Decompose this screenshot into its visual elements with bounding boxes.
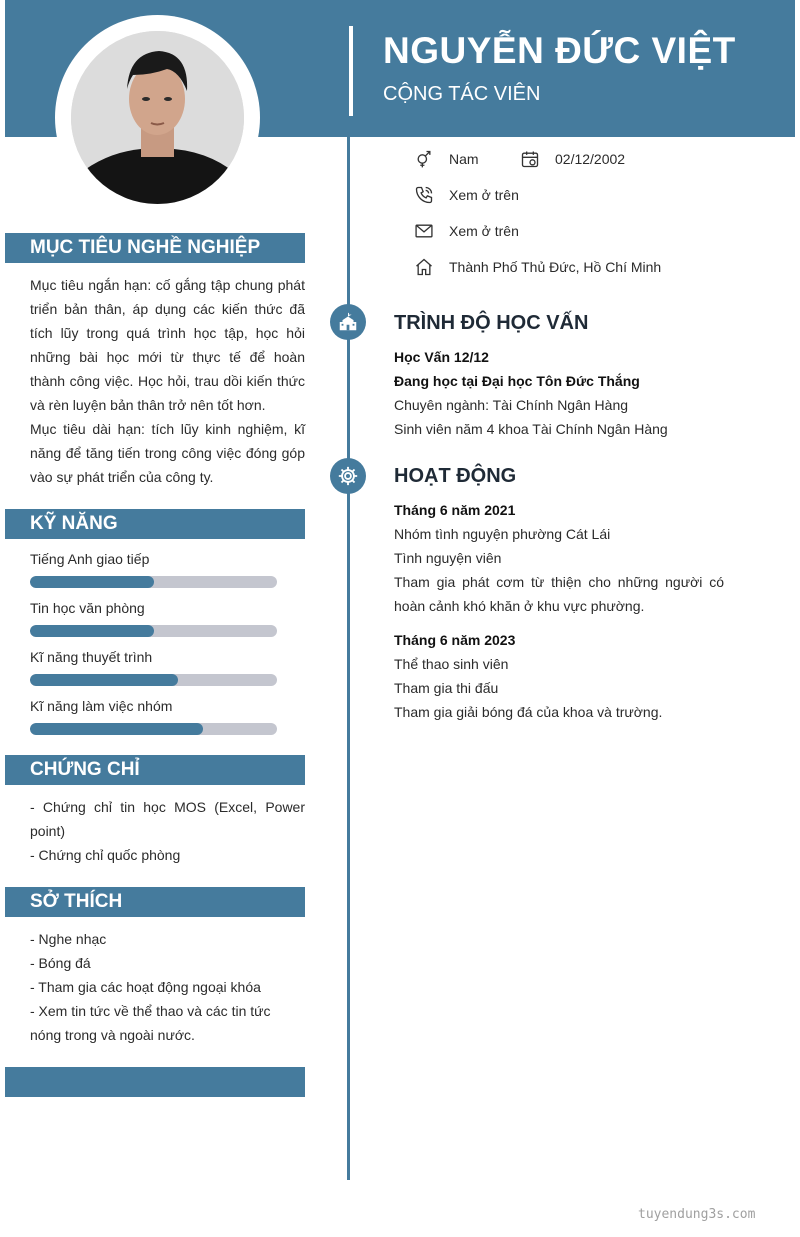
certificates-list <box>30 795 305 867</box>
objective-heading: MỤC TIÊU NGHỀ NGHIỆP <box>5 233 305 263</box>
email-text: Xem ở trên <box>449 223 519 239</box>
certificates-heading: CHỨNG CHỈ <box>5 755 305 785</box>
contact-gender <box>414 147 479 171</box>
gender-text: Nam <box>449 151 479 167</box>
skill-bar-track <box>30 674 277 686</box>
skills-heading: KỸ NĂNG <box>5 509 305 539</box>
gear-icon <box>337 465 359 487</box>
contact-phone <box>414 183 519 207</box>
education-heading: TRÌNH ĐỘ HỌC VẤN <box>394 312 589 334</box>
school-icon <box>337 311 359 333</box>
objective-text <box>30 273 305 489</box>
avatar <box>71 31 244 204</box>
activities-heading: HOẠT ĐỘNG <box>394 465 517 487</box>
watermark: tuyendung3s.com <box>638 1207 756 1222</box>
hobby-item: - Nghe nhạc <box>30 931 107 947</box>
skill-bar-fill <box>30 576 154 588</box>
contact-email <box>414 219 519 243</box>
skill-label: Tiếng Anh giao tiếp <box>30 551 150 567</box>
skill-label: Kĩ năng thuyết trình <box>30 649 153 665</box>
activity-desc: Tham gia giải bóng đá của khoa và trường. <box>394 704 663 720</box>
education-level: Học Vấn 12/12 <box>394 349 489 365</box>
mail-icon <box>414 221 434 241</box>
activity-time: Tháng 6 năm 2023 <box>394 632 516 648</box>
activities-badge <box>330 458 366 494</box>
job-title: CỘNG TÁC VIÊN <box>383 83 541 105</box>
education-details <box>394 345 724 441</box>
activity-time: Tháng 6 năm 2021 <box>394 502 516 518</box>
contact-address <box>414 255 661 279</box>
home-icon <box>414 257 434 277</box>
education-badge <box>330 304 366 340</box>
calendar-icon <box>520 149 540 169</box>
title-divider <box>349 26 353 116</box>
activity-org: Nhóm tình nguyện phường Cát Lái <box>394 526 611 542</box>
skill-bar-fill <box>30 723 203 735</box>
objective-long-term: Mục tiêu dài hạn: tích lũy kinh nghiệm, kĩ năng để tăng tiến trong công việc đóng góp vào sự phát triển của công ty. <box>30 421 305 485</box>
address-text: Thành Phố Thủ Đức, Hồ Chí Minh <box>449 259 662 275</box>
skill-label: Kĩ năng làm việc nhóm <box>30 698 173 714</box>
activity-desc: Tham gia phát cơm từ thiện cho những người có hoàn cảnh khó khăn ở khu vực phường. <box>394 574 724 614</box>
candidate-name: NGUYỄN ĐỨC VIỆT <box>383 30 736 71</box>
activity-org: Thể thao sinh viên <box>394 656 509 672</box>
empty-section-bar <box>5 1067 305 1097</box>
skill-bar-track <box>30 723 277 735</box>
contact-birthday <box>520 147 625 171</box>
objective-short-term: Mục tiêu ngắn hạn: cố gắng tập chung phát triển bản thân, áp dụng các kiến thức đã tích lũy trong quá trình học tập, học hỏi những bài học mới từ thực tế để hoàn thành công việc. Học hỏi, trau dồi kiến thức và rèn luyện bản thân trở nên tốt hơn. <box>30 277 305 413</box>
birthday-text: 02/12/2002 <box>555 151 626 167</box>
timeline-line <box>347 137 350 1180</box>
activity-entry <box>394 628 724 724</box>
education-major: Chuyên ngành: Tài Chính Ngân Hàng <box>394 397 629 413</box>
hobby-item: - Tham gia các hoạt động ngoại khóa <box>30 979 261 995</box>
activity-role: Tham gia thi đấu <box>394 680 499 696</box>
certificate-item: - Chứng chỉ quốc phòng <box>30 847 181 863</box>
skill-bar-track <box>30 625 277 637</box>
hobby-item: - Xem tin tức về thể thao và các tin tức nóng trong và ngoài nước. <box>30 1003 271 1043</box>
certificate-item: - Chứng chỉ tin học MOS (Excel, Power point) <box>30 799 305 839</box>
hobbies-list <box>30 927 305 1047</box>
phone-icon <box>414 185 434 205</box>
skill-bar-fill <box>30 625 154 637</box>
skill-bar-track <box>30 576 277 588</box>
education-year: Sinh viên năm 4 khoa Tài Chính Ngân Hàng <box>394 421 668 437</box>
hobby-item: - Bóng đá <box>30 955 91 971</box>
education-school: Đang học tại Đại học Tôn Đức Thắng <box>394 373 640 389</box>
skill-label: Tin học văn phòng <box>30 600 145 616</box>
activity-role: Tình nguyện viên <box>394 550 502 566</box>
avatar-photo <box>71 31 244 204</box>
hobbies-heading: SỞ THÍCH <box>5 887 305 917</box>
skill-bar-fill <box>30 674 178 686</box>
phone-text: Xem ở trên <box>449 187 519 203</box>
gender-icon <box>414 149 434 169</box>
activity-entry <box>394 498 724 618</box>
